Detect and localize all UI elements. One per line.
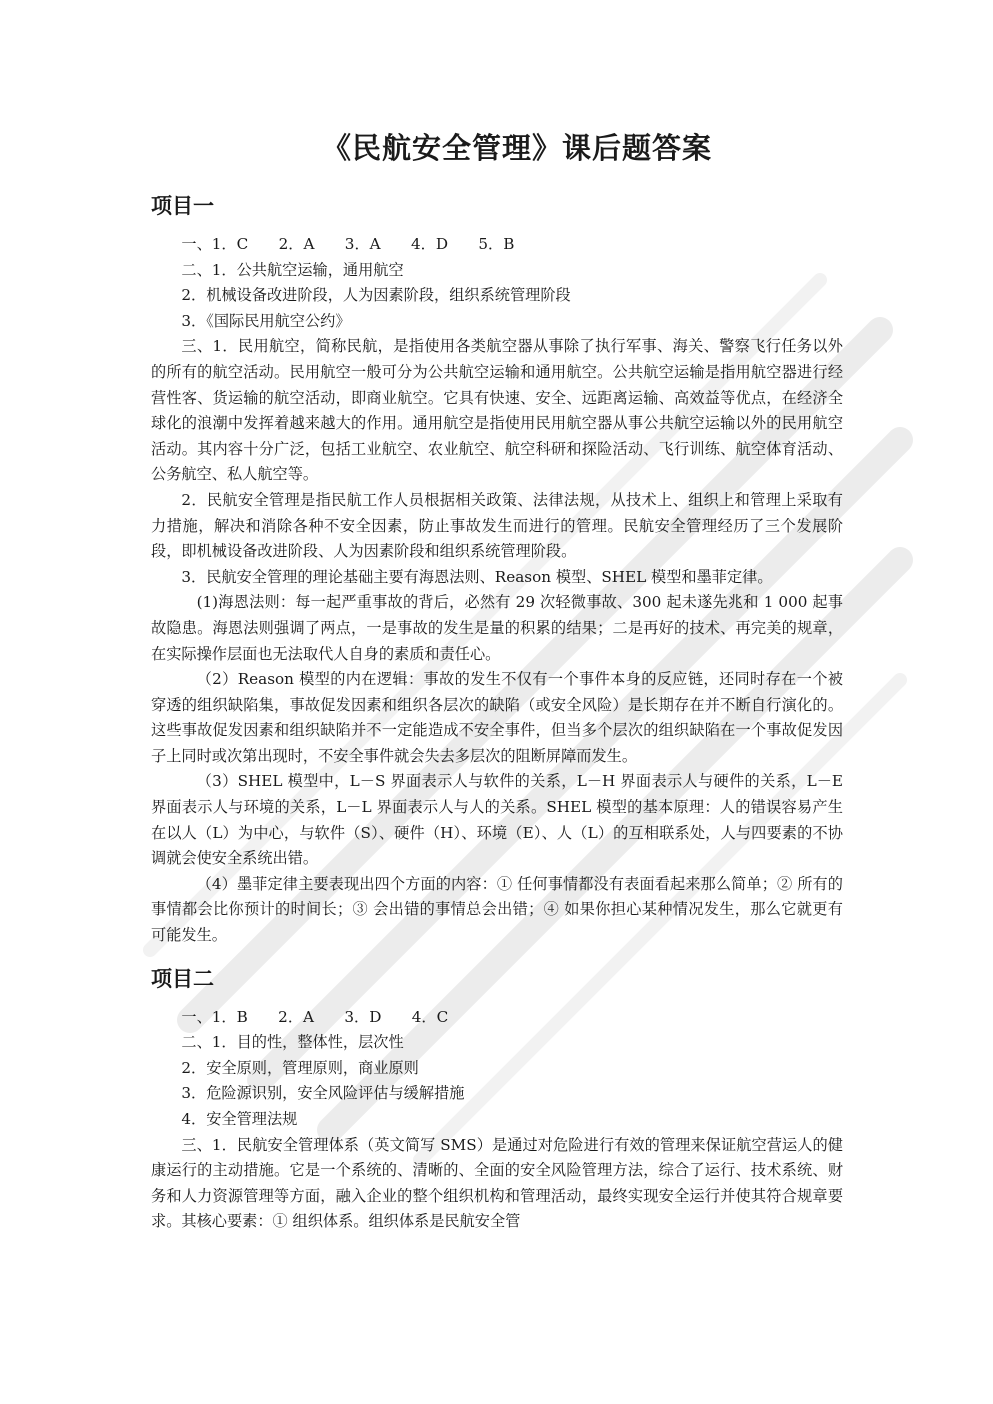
answer-fill-1: 二、1．目的性，整体性，层次性 [181,1033,404,1052]
answer-fill-2: 2．安全原则，管理原则，商业原则 [181,1058,419,1077]
answer-fill-1: 二、1．公共航空运输，通用航空 [181,260,404,279]
section-heading: 项目二 [151,966,214,991]
answer-essay-3-4: （4）墨菲定律主要表现出四个方面的内容：① 任何事情都没有表面看起来那么简单；② 所有的事情都会比你预计的时间长；③ 会出错的事情总会出错；④ 如果你担心某种情况发生，那么它就更有可能发生。 [151,874,843,945]
answer-choice-row: 一、1．C 2．A 3．A 4．D 5．B [181,235,515,253]
document-title: 《民航安全管理》课后题答案 [321,131,712,165]
answer-essay-2: 2．民航安全管理是指民航工作人员根据相关政策、法律法规，从技术上、组织上和管理上采取有力措施，解决和消除各种不安全因素，防止事故发生而进行的管理。民航安全管理经历了三个发展阶段，即机械设备改进阶段、人为因素阶段和组织系统管理阶段。 [151,490,843,561]
answer-fill-3: 3．危险源识别，安全风险评估与缓解措施 [181,1084,465,1103]
answer-fill-3: 3．《国际民用航空公约》 [181,311,351,330]
answer-essay-3-1: (1)海恩法则：每一起严重事故的背后，必然有 29 次轻微事故、300 起未遂先兆和 1 000 起事故隐患。海恩法则强调了两点，一是事故的发生是量的积累的结果；二是再好的技术、再完美的规章，在实际操作层面也无法取代人自身的素质和责任心。 [151,593,843,663]
answer-essay-1: 三、1．民航安全管理体系（英文简写 SMS）是通过对危险进行有效的管理来保证航空营运人的健康运行的主动措施。它是一个系统的、清晰的、全面的安全风险管理方法，综合了运行、技术系统、财务和人力资源管理等方面，融入企业的整个组织机构和管理活动，最终实现安全运行并使其符合规章要求。其核心要素：① 组织体系。组织体系是民航安全管 [151,1135,843,1231]
answer-essay-3-3: （3）SHEL 模型中，L－S 界面表示人与软件的关系，L－H 界面表示人与硬件的关系，L－E 界面表示人与环境的关系，L－L 界面表示人与人的关系。SHEL 模型的基本原理：人的错误容易产生在以人（L）为中心，与软件（S）、硬件（H）、环境（E）、人（L）的互相联系处，人与四要素的不协调就会使安全系统出错。 [151,772,848,868]
answer-fill-2: 2．机械设备改进阶段，人为因素阶段，组织系统管理阶段 [181,286,571,305]
section-project-1 [151,190,848,949]
document-body [151,128,848,1235]
answer-essay-3: 3．民航安全管理的理论基础主要有海恩法则、Reason 模型、SHEL 模型和墨菲定律。 [181,567,773,586]
section-project-2 [151,963,843,1235]
answer-essay-3-2: （2）Reason 模型的内在逻辑：事故的发生不仅有一个事件本身的反应链，还同时存在一个被穿透的组织缺陷集，事故促发因素和组织各层次的缺陷（或安全风险）是长期存在并不断自行演化的。这些事故促发因素和组织缺陷并不一定能造成不安全事件，但当多个层次的组织缺陷在一个事故促发因子上同时或次第出现时，不安全事件就会失去多层次的阻断屏障而发生。 [151,670,843,765]
answer-choice-row: 一、1．B 2．A 3．D 4．C [181,1007,449,1026]
answer-fill-4: 4．安全管理法规 [181,1110,298,1128]
section-heading: 项目一 [151,194,214,218]
answer-essay-1: 三、1．民用航空，简称民航，是指使用各类航空器从事除了执行军事、海关、警察飞行任务以外的所有的航空活动。民用航空一般可分为公共航空运输和通用航空。公共航空运输是指用航空器进行经营性客、货运输的航空活动，即商业航空。它具有快速、安全、远距离运输、高效益等优点，在经济全球化的浪潮中发挥着越来越大的作用。通用航空是指使用民用航空器从事公共航空运输以外的民用航空活动。其内容十分广泛，包括工业航空、农业航空、航空科研和探险活动、飞行训练、航空体育活动、公务航空、私人航空等。 [151,337,843,484]
